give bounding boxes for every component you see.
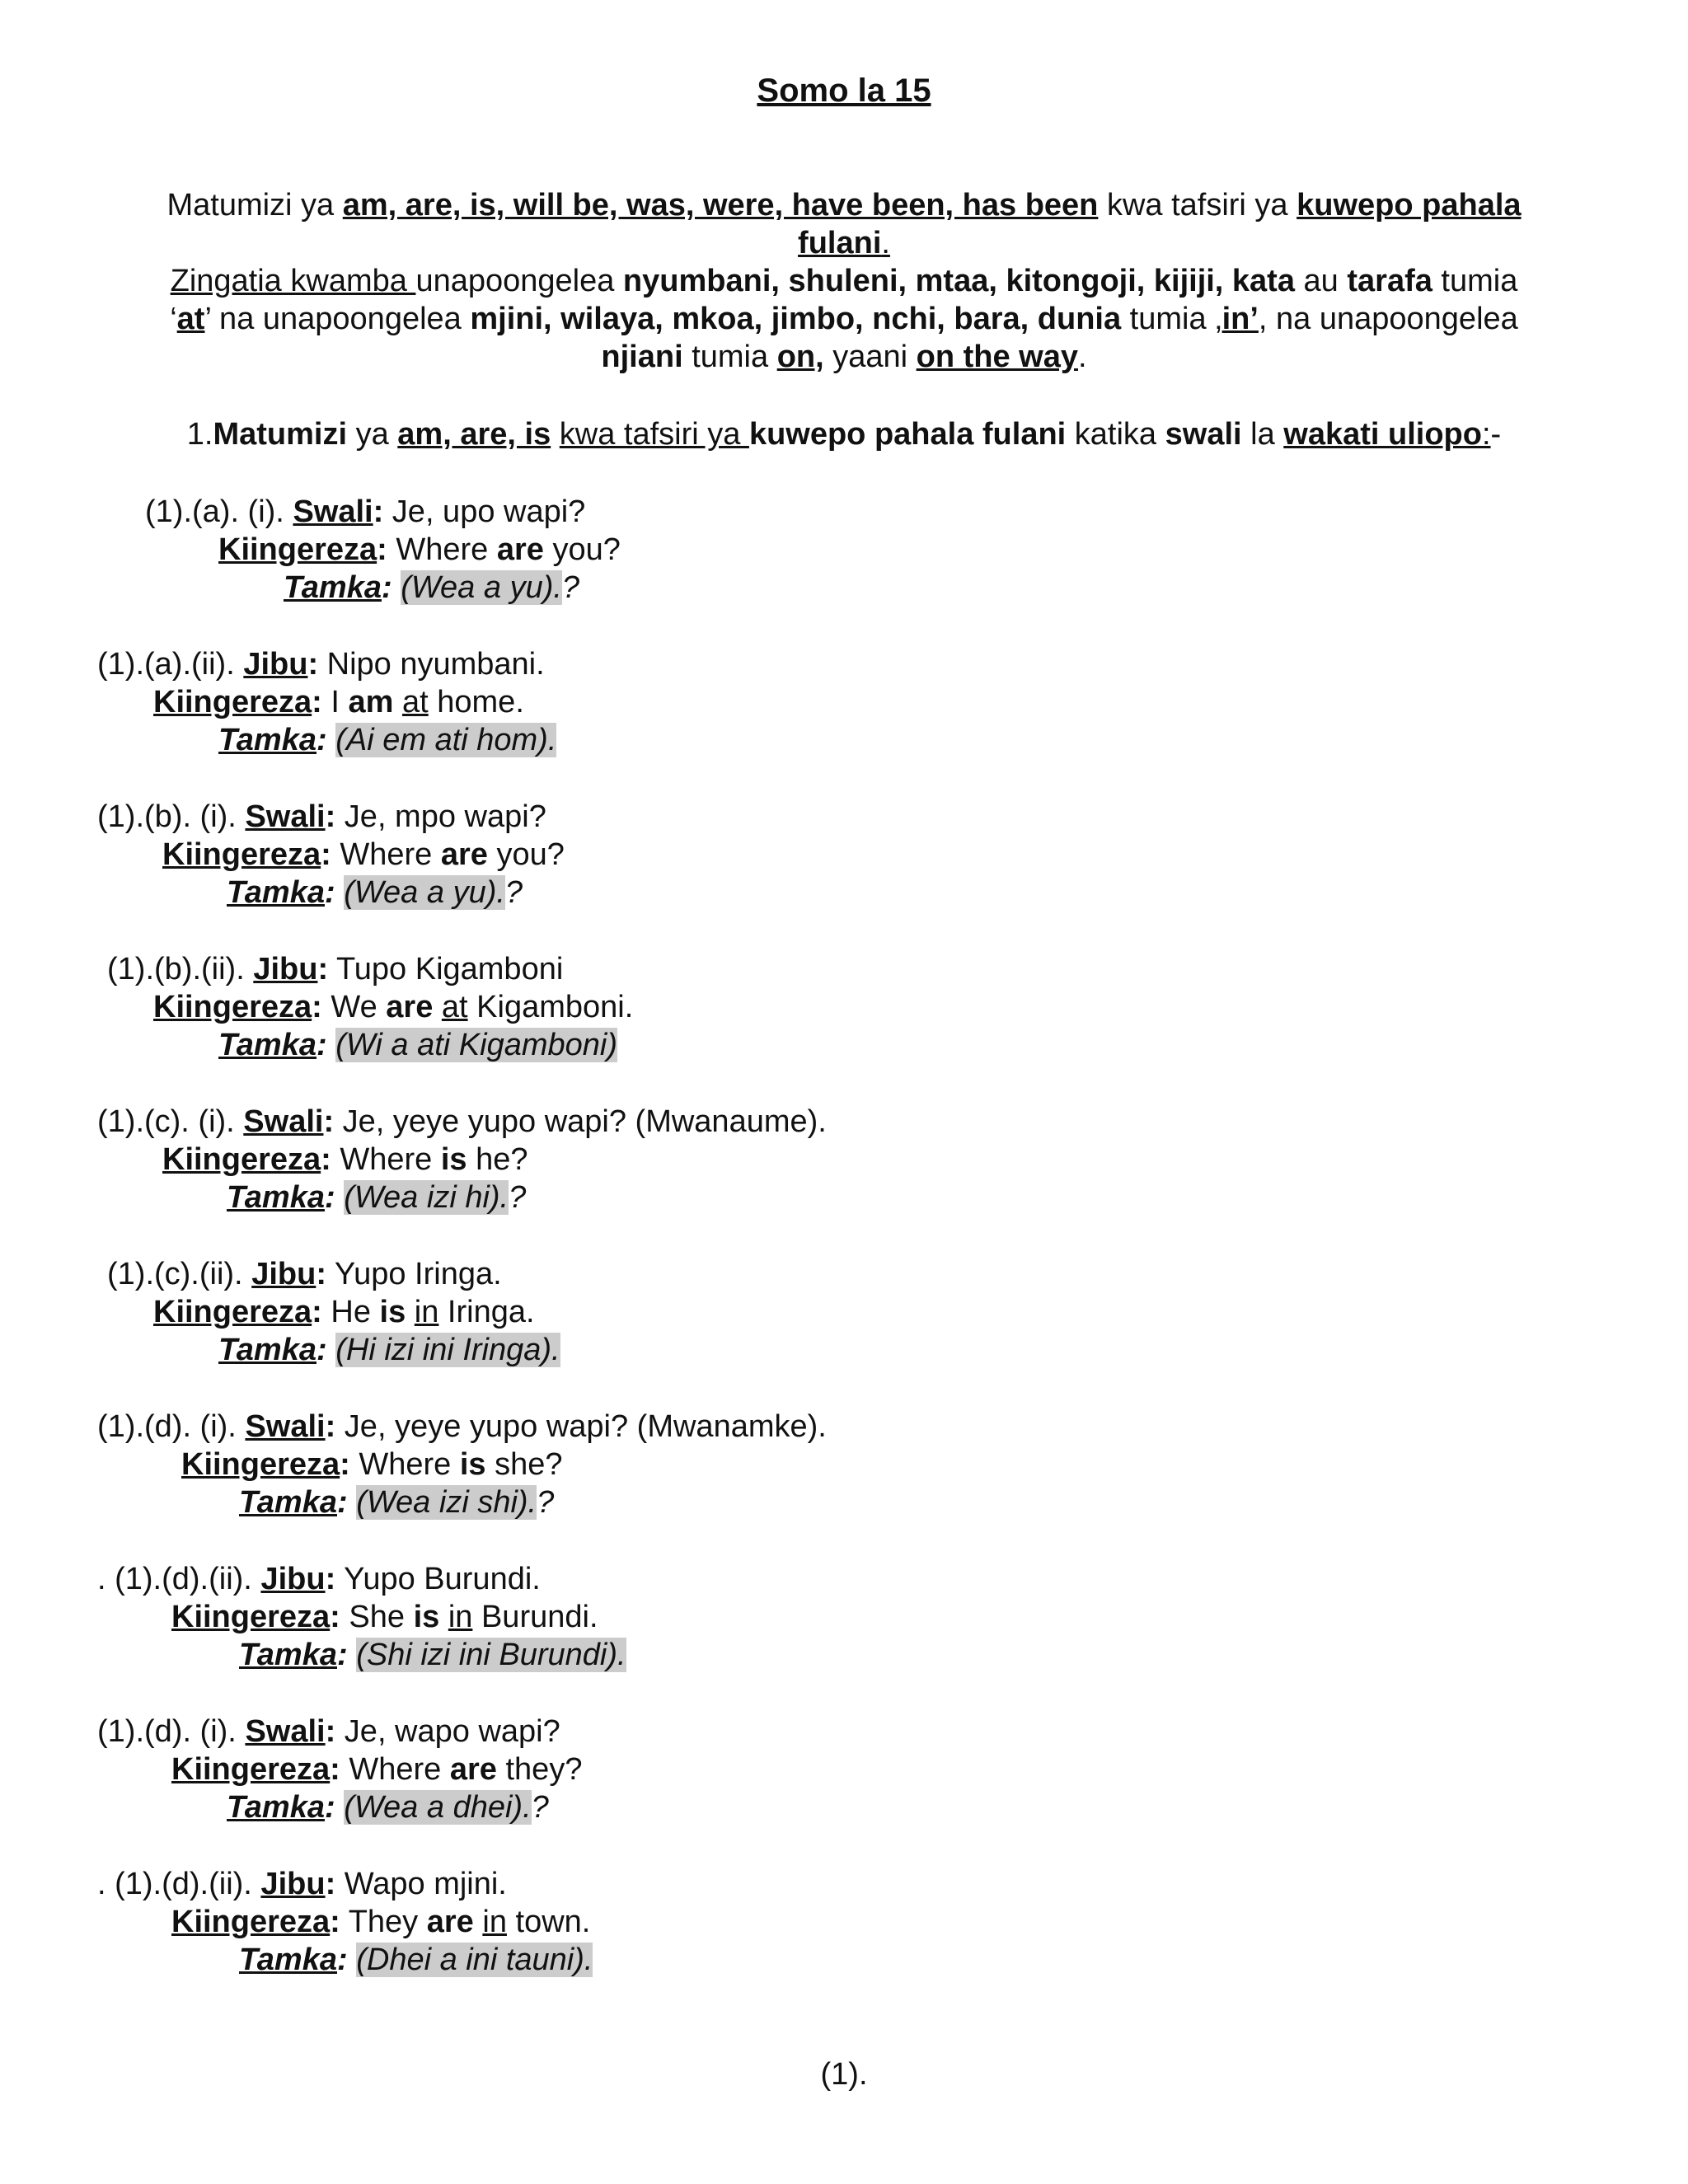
kiingereza-line: Kiingereza: Where are they? xyxy=(171,1752,583,1787)
swali-line: (1).(a). (i). Swali: Je, upo wapi? xyxy=(145,494,586,529)
page-title: Somo la 15 xyxy=(757,73,931,109)
tamka-line: Tamka: (Wea izi hi).? xyxy=(227,1180,527,1215)
kiingereza-line: Kiingereza: I am at home. xyxy=(153,685,524,719)
section-heading: 1.Matumizi ya am, are, is kwa tafsiri ya kuwepo pahala fulani katika swali la wakati uliopo:- xyxy=(186,417,1502,452)
pronunciation-highlight: (Wea izi shi). xyxy=(356,1485,537,1520)
tamka-line: Tamka: (Dhei a ini tauni). xyxy=(239,1943,593,1977)
swali-line: (1).(d). (i). Swali: Je, yeye yupo wapi? (Mwanamke). xyxy=(97,1409,827,1444)
tamka-line: Tamka: (Wea a yu).? xyxy=(227,875,523,910)
kiingereza-line: Kiingereza: Where are you? xyxy=(162,837,565,872)
pronunciation-highlight: (Wi a ati Kigamboni) xyxy=(335,1028,617,1062)
jibu-line: (1).(b).(ii). Jibu: Tupo Kigamboni xyxy=(107,952,564,987)
pronunciation-highlight: (Wea a dhei). xyxy=(344,1790,532,1825)
tamka-line: Tamka: (Shi izi ini Burundi). xyxy=(239,1638,626,1672)
jibu-line: . (1).(d).(ii). Jibu: Yupo Burundi. xyxy=(97,1562,541,1596)
tamka-line: Tamka: (Wi a ati Kigamboni) xyxy=(218,1028,617,1062)
tamka-line: Tamka: (Wea izi shi).? xyxy=(239,1485,555,1520)
swali-line: (1).(c). (i). Swali: Je, yeye yupo wapi? (Mwanaume). xyxy=(97,1104,827,1139)
pronunciation-highlight: (Wea a yu). xyxy=(344,875,505,910)
pronunciation-highlight: (Shi izi ini Burundi). xyxy=(356,1638,626,1672)
kiingereza-line: Kiingereza: They are in town. xyxy=(171,1905,591,1939)
jibu-line: (1).(a).(ii). Jibu: Nipo nyumbani. xyxy=(97,647,545,682)
kiingereza-line: Kiingereza: Where are you? xyxy=(218,532,621,567)
pronunciation-highlight: (Ai em ati hom). xyxy=(335,723,557,757)
tamka-line: Tamka: (Wea a yu).? xyxy=(284,570,580,605)
tamka-line: Tamka: (Ai em ati hom). xyxy=(218,723,557,757)
intro-line-2: Zingatia kwamba unapoongelea nyumbani, shuleni, mtaa, kitongoji, kijiji, kata au tarafa tumia ‘at’ na unapoongelea mjini, wilaya, mkoa, jimbo, nchi, bara, dunia tumia ‚in’, na unapoongelea njiani tumia on, yaani on the way. xyxy=(170,264,1518,374)
tamka-line: Tamka: (Hi izi ini Iringa). xyxy=(218,1333,560,1367)
swali-line: (1).(b). (i). Swali: Je, mpo wapi? xyxy=(97,799,546,834)
pronunciation-highlight: (Dhei a ini tauni). xyxy=(356,1943,593,1977)
pronunciation-highlight: (Wea izi hi). xyxy=(344,1180,509,1215)
kiingereza-line: Kiingereza: He is in Iringa. xyxy=(153,1295,535,1329)
intro-line-1: Matumizi ya am, are, is, will be, was, were, have been, has been kwa tafsiri ya kuwepo pahala fulani. xyxy=(166,188,1522,260)
kiingereza-line: Kiingereza: Where is he? xyxy=(162,1142,528,1177)
kiingereza-line: Kiingereza: We are at Kigamboni. xyxy=(153,990,634,1024)
jibu-line: (1).(c).(ii). Jibu: Yupo Iringa. xyxy=(107,1257,502,1291)
pronunciation-highlight: (Hi izi ini Iringa). xyxy=(335,1333,560,1367)
swali-line: (1).(d). (i). Swali: Je, wapo wapi? xyxy=(97,1714,560,1749)
tamka-line: Tamka: (Wea a dhei).? xyxy=(227,1790,549,1825)
pronunciation-highlight: (Wea a yu). xyxy=(401,570,562,605)
kiingereza-line: Kiingereza: She is in Burundi. xyxy=(171,1600,598,1634)
jibu-line: . (1).(d).(ii). Jibu: Wapo mjini. xyxy=(97,1867,507,1901)
kiingereza-line: Kiingereza: Where is she? xyxy=(181,1447,563,1482)
page-number: (1). xyxy=(820,2057,868,2092)
intro-paragraph xyxy=(148,186,1540,376)
